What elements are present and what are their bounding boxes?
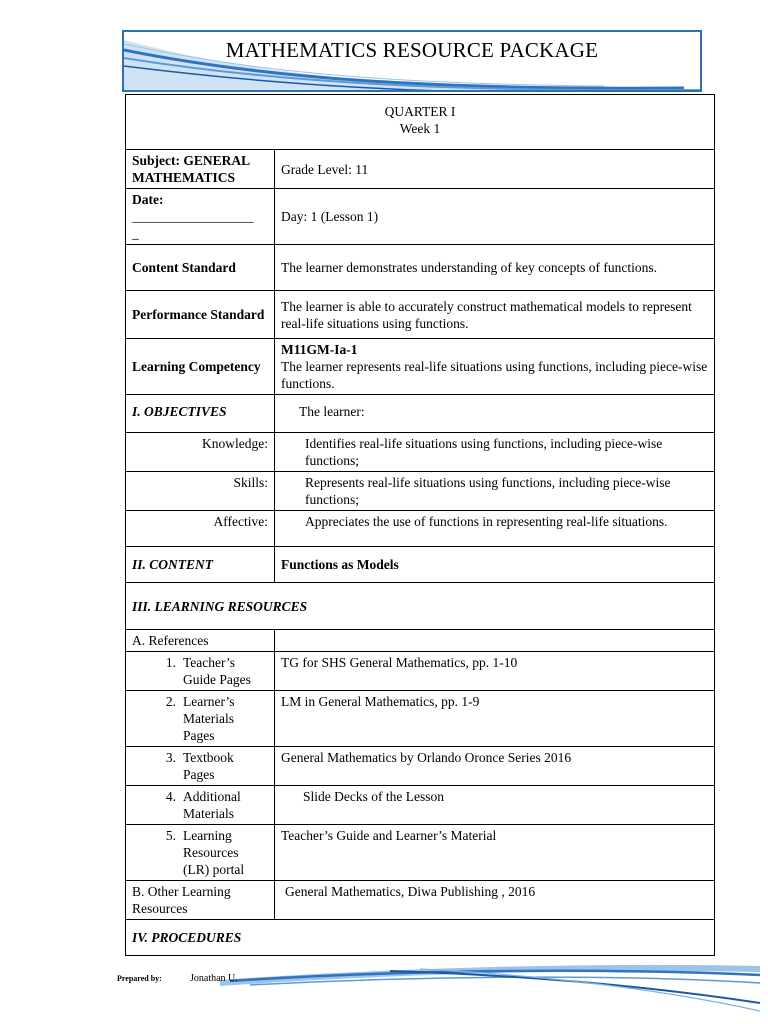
- objective-label: Skills:: [126, 472, 275, 511]
- learning-competency-row: [126, 339, 715, 395]
- date-row: [126, 189, 715, 245]
- resource-num: 1.: [165, 655, 176, 670]
- resource-label: Teacher’s Guide Pages: [183, 655, 251, 687]
- objectives-label: I. OBJECTIVES: [126, 395, 275, 433]
- objective-affective-row: [126, 511, 715, 547]
- references-label: A. References: [126, 630, 275, 652]
- date-blank: __________________: [132, 209, 254, 224]
- prepared-by-name: Jonathan U.: [190, 973, 238, 984]
- resource-row: [126, 691, 715, 747]
- resource-value: General Mathematics by Orlando Oronce Series 2016: [275, 747, 715, 786]
- competency-code: M11GM-Ia-1: [281, 342, 358, 357]
- empty-cell: [275, 630, 715, 652]
- content-text: Functions as Models: [275, 547, 715, 583]
- quarter-row: [126, 95, 715, 150]
- resource-num: 5.: [165, 828, 176, 843]
- competency-text: The learner represents real-life situations using functions, including piece-wise functions.: [281, 359, 708, 391]
- objectives-row: [126, 395, 715, 433]
- resources-label: III. LEARNING RESOURCES: [126, 583, 715, 630]
- date-blank-2: _: [132, 226, 139, 241]
- resource-row: [126, 825, 715, 881]
- performance-standard-text: The learner is able to accurately construct mathematical models to represent real-life situations using functions.: [275, 291, 715, 339]
- page-title: MATHEMATICS RESOURCE PACKAGE: [225, 38, 599, 62]
- resource-value: LM in General Mathematics, pp. 1-9: [275, 691, 715, 747]
- content-label: II. CONTENT: [126, 547, 275, 583]
- resource-row: [126, 652, 715, 691]
- content-standard-text: The learner demonstrates understanding of key concepts of functions.: [275, 245, 715, 291]
- content-standard-row: [126, 245, 715, 291]
- content-standard-label: Content Standard: [126, 245, 275, 291]
- objective-knowledge-row: [126, 433, 715, 472]
- objective-text: Identifies real-life situations using functions, including piece-wise functions;: [275, 433, 715, 472]
- objective-skills-row: [126, 472, 715, 511]
- quarter-title: QUARTER I: [384, 104, 456, 119]
- prepared-by-label: Prepared by:: [117, 974, 162, 983]
- resource-label: Additional Materials: [183, 789, 241, 821]
- resource-row: [126, 747, 715, 786]
- day-value: Day: 1 (Lesson 1): [275, 189, 715, 245]
- objective-text: Represents real-life situations using functions, including piece-wise functions;: [275, 472, 715, 511]
- resource-label: Learner’s Materials Pages: [183, 694, 235, 743]
- resource-label: Learning Resources (LR) portal: [183, 828, 245, 877]
- content-row: [126, 547, 715, 583]
- resource-value: TG for SHS General Mathematics, pp. 1-10: [275, 652, 715, 691]
- resources-row: [126, 583, 715, 630]
- footer-swoosh-graphic: [0, 955, 768, 1015]
- references-row: [126, 630, 715, 652]
- resource-row: [126, 786, 715, 825]
- date-label: Date:: [132, 192, 164, 207]
- learning-competency-label: Learning Competency: [126, 339, 275, 395]
- other-resources-value: General Mathematics, Diwa Publishing , 2016: [275, 881, 715, 920]
- resource-num: 4.: [165, 789, 176, 804]
- header-banner: [122, 30, 702, 92]
- subject-label: Subject: GENERAL MATHEMATICS: [126, 150, 275, 189]
- resource-num: 2.: [165, 694, 176, 709]
- grade-level: Grade Level: 11: [275, 150, 715, 189]
- footer-banner: [0, 955, 768, 1015]
- quarter-week: Week 1: [399, 121, 441, 136]
- objectives-intro: The learner:: [275, 395, 715, 433]
- resource-value: Teacher’s Guide and Learner’s Material: [275, 825, 715, 881]
- resource-label: Textbook Pages: [183, 750, 234, 782]
- objective-text: Appreciates the use of functions in representing real-life situations.: [275, 511, 715, 547]
- procedures-label: IV. PROCEDURES: [126, 920, 715, 956]
- resource-value: Slide Decks of the Lesson: [275, 786, 715, 825]
- objective-label: Knowledge:: [126, 433, 275, 472]
- resource-num: 3.: [165, 750, 176, 765]
- performance-standard-row: [126, 291, 715, 339]
- objective-label: Affective:: [126, 511, 275, 547]
- lesson-plan-table: [125, 94, 715, 956]
- subject-row: [126, 150, 715, 189]
- procedures-row: [126, 920, 715, 956]
- performance-standard-label: Performance Standard: [126, 291, 275, 339]
- other-resources-row: [126, 881, 715, 920]
- other-resources-label: B. Other Learning Resources: [132, 884, 231, 916]
